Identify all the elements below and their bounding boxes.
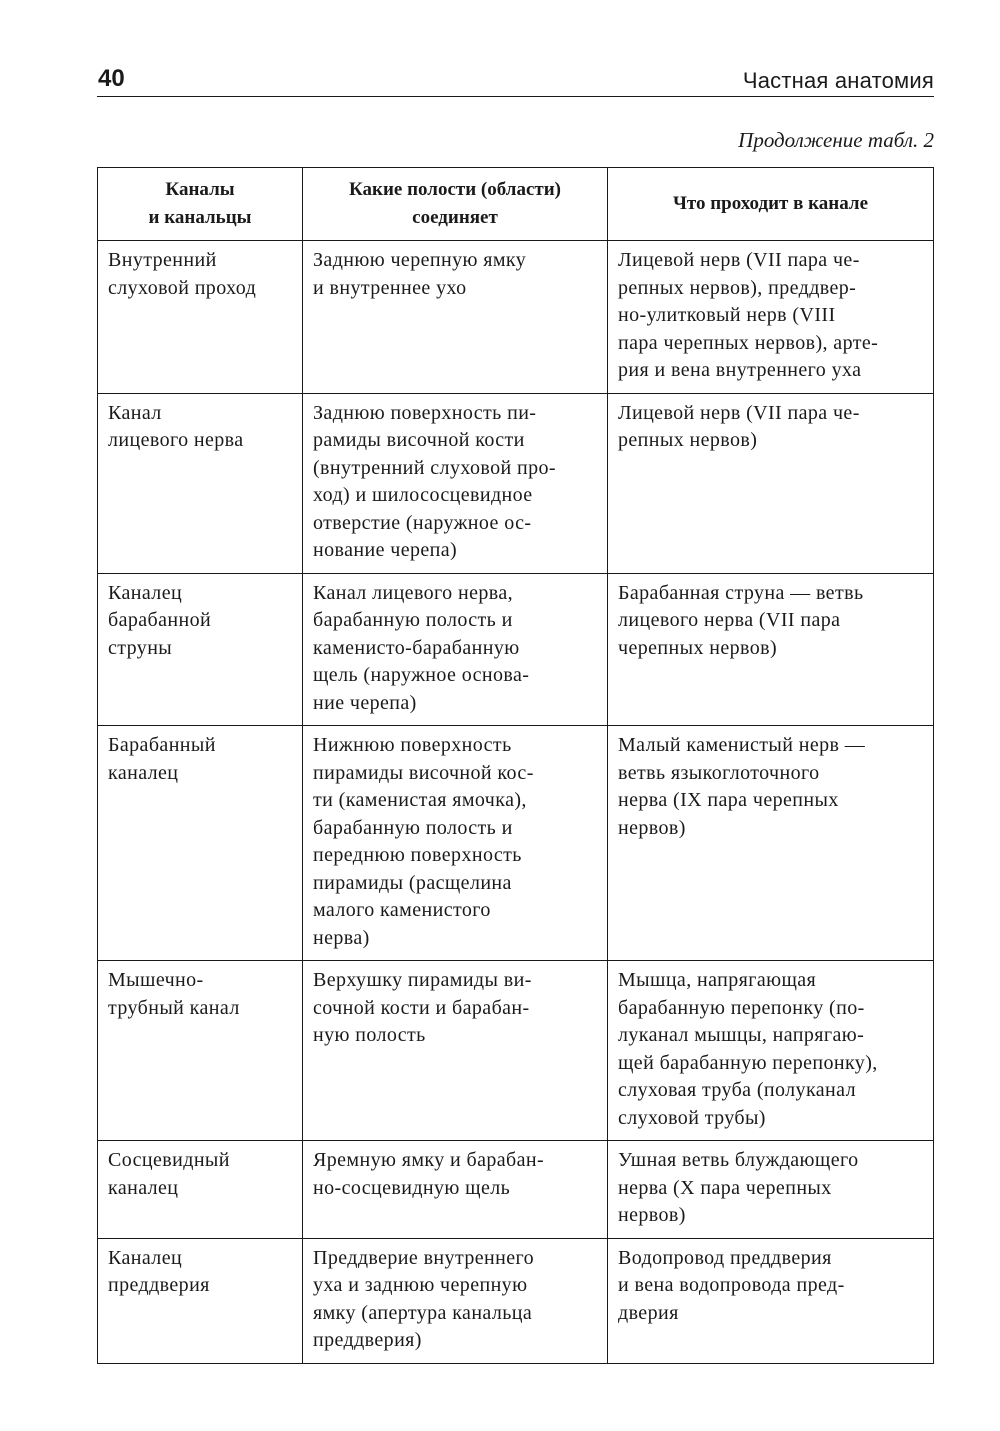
table-header-row — [98, 168, 934, 241]
canal-name-cell: Сосцевидный каналец — [98, 1141, 303, 1239]
canal-name-cell: Барабанный каналец — [98, 726, 303, 961]
canal-name-cell: Внутренний слуховой проход — [98, 241, 303, 394]
table-row — [98, 1238, 934, 1363]
page-number: 40 — [98, 65, 125, 92]
table-row — [98, 726, 934, 961]
contents-cell: Лицевой нерв (VII пара че- репных нервов) — [608, 393, 934, 573]
table-caption: Продолжение табл. 2 — [738, 128, 934, 152]
table-row — [98, 393, 934, 573]
column-header-connects: Какие полости (области) соединяет — [303, 168, 608, 241]
connects-cell: Заднюю черепную ямку и внутреннее ухо — [303, 241, 608, 394]
connects-cell: Нижнюю поверхность пирамиды височной кос- ти (каменистая ямочка), барабанную полость и переднюю поверхность пирамиды (расщелина малого каменистого нерва) — [303, 726, 608, 961]
table-row — [98, 1141, 934, 1239]
column-header-canals: Каналы и канальцы — [98, 168, 303, 241]
canal-name-cell: Каналец преддверия — [98, 1238, 303, 1363]
contents-cell: Малый каменистый нерв — ветвь языкоглоточного нерва (IX пара черепных нервов) — [608, 726, 934, 961]
canals-table — [97, 167, 934, 1364]
connects-cell: Канал лицевого нерва, барабанную полость и каменисто-барабанную щель (наружное основа- ние черепа) — [303, 573, 608, 726]
connects-cell: Яремную ямку и барабан- но-сосцевидную щель — [303, 1141, 608, 1239]
contents-cell: Барабанная струна — ветвь лицевого нерва (VII пара черепных нервов) — [608, 573, 934, 726]
canal-name-cell: Канал лицевого нерва — [98, 393, 303, 573]
header-rule — [97, 96, 934, 97]
connects-cell: Заднюю поверхность пи- рамиды височной кости (внутренний слуховой про- ход) и шилососцевидное отверстие (наружное ос- нование черепа) — [303, 393, 608, 573]
contents-cell: Ушная ветвь блуждающего нерва (X пара черепных нервов) — [608, 1141, 934, 1239]
connects-cell: Преддверие внутреннего уха и заднюю черепную ямку (апертура канальца преддверия) — [303, 1238, 608, 1363]
column-header-contents: Что проходит в канале — [608, 168, 934, 241]
canal-name-cell: Мышечно- трубный канал — [98, 961, 303, 1141]
table-row — [98, 573, 934, 726]
table-row — [98, 241, 934, 394]
table-row — [98, 961, 934, 1141]
contents-cell: Водопровод преддверия и вена водопровода пред- дверия — [608, 1238, 934, 1363]
contents-cell: Лицевой нерв (VII пара че- репных нервов), преддвер- но-улитковый нерв (VIII пара черепных нервов), арте- рия и вена внутреннего уха — [608, 241, 934, 394]
connects-cell: Верхушку пирамиды ви- сочной кости и барабан- ную полость — [303, 961, 608, 1141]
canal-name-cell: Каналец барабанной струны — [98, 573, 303, 726]
running-title: Частная анатомия — [742, 68, 934, 93]
contents-cell: Мышца, напрягающая барабанную перепонку (по- луканал мышцы, напрягаю- щей барабанную перепонку), слуховая труба (полуканал слуховой трубы) — [608, 961, 934, 1141]
